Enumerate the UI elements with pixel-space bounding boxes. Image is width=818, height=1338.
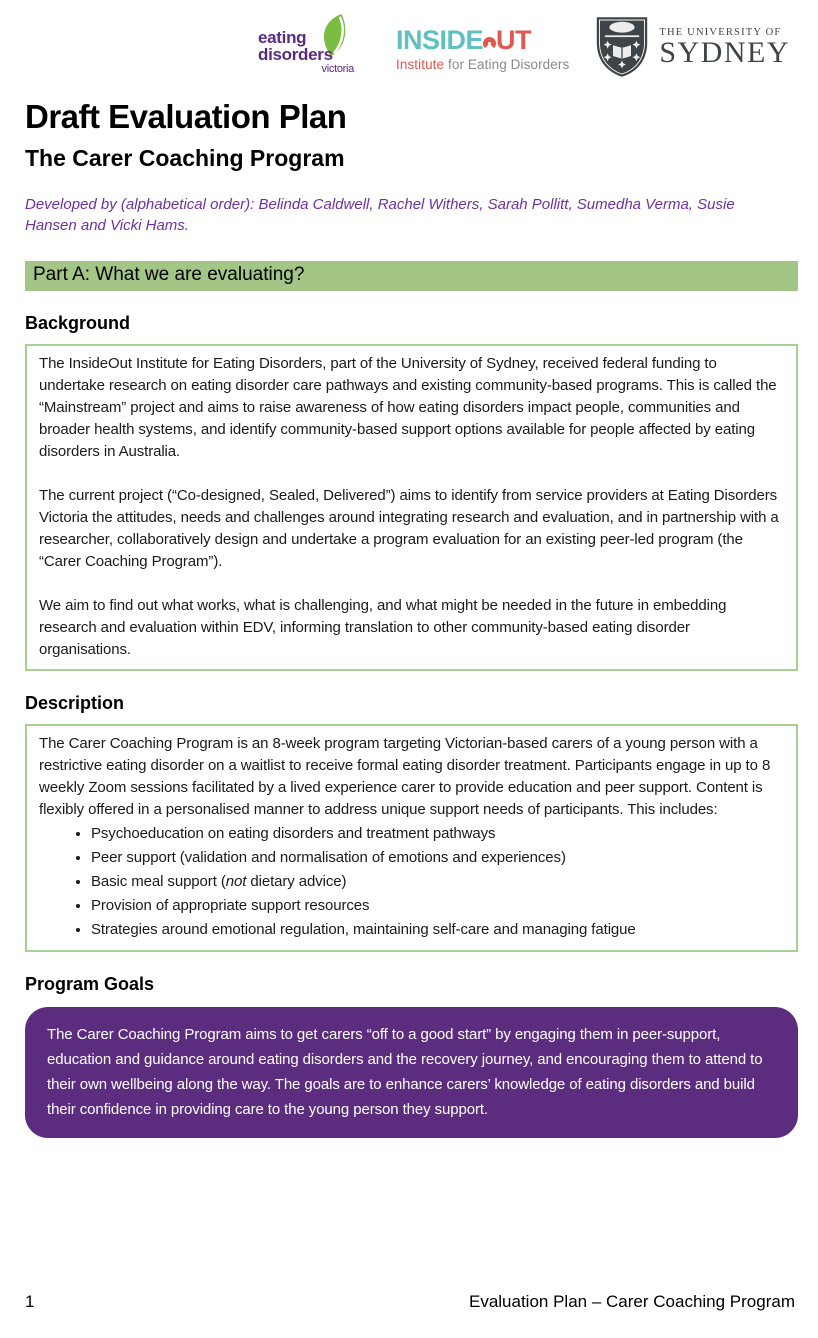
footer-title: Evaluation Plan – Carer Coaching Program bbox=[468, 1292, 795, 1311]
background-box bbox=[25, 344, 798, 671]
bullet-text: Strategies around emotional regulation, maintaining self-care and managing fatigue bbox=[91, 921, 636, 938]
bullet-text: Provision of appropriate support resources bbox=[91, 897, 370, 914]
background-section-heading: Background bbox=[25, 313, 131, 333]
insideout-wordmark bbox=[396, 26, 569, 54]
open-ring-o-icon bbox=[483, 37, 496, 50]
bullet-text: dietary advice) bbox=[246, 873, 347, 890]
insideout-inside-text: INSIDE bbox=[395, 25, 484, 55]
part-a-banner: Part A: What we are evaluating? bbox=[25, 261, 798, 291]
edv-logo-line1: eating bbox=[257, 28, 307, 47]
university-shield-crest-icon bbox=[595, 15, 649, 79]
insideout-tagline-institute: Institute bbox=[395, 57, 445, 72]
page-title: Draft Evaluation Plan bbox=[25, 98, 347, 135]
edv-logo-line3: victoria bbox=[321, 63, 354, 75]
description-box bbox=[25, 724, 798, 952]
bullet-text: Basic meal support ( bbox=[91, 873, 226, 890]
university-of-sydney-logo bbox=[595, 15, 790, 79]
background-paragraph: The current project (“Co-designed, Sealed, Delivered”) aims to identify from service providers at Eating Disorders Victoria the attitudes, needs and challenges around integrating research and evaluation, and in partnership with a researcher, collaboratively design and undertake a program evaluation for an existing peer-led program (the “Carer Coaching Program”). bbox=[39, 487, 779, 570]
list-item bbox=[91, 822, 784, 846]
edv-logo-text bbox=[258, 29, 354, 76]
description-bullet-list bbox=[39, 822, 784, 942]
bullet-text: Peer support (validation and normalisation of emotions and experiences) bbox=[91, 849, 566, 866]
footer bbox=[25, 1292, 795, 1312]
description-section-heading: Description bbox=[25, 693, 125, 713]
list-item bbox=[91, 870, 784, 894]
insideout-ut-text: UT bbox=[496, 25, 532, 55]
list-item bbox=[91, 894, 784, 918]
background-paragraph: We aim to find out what works, what is challenging, and what might be needed in the future in embedding research and evaluation within EDV, informing translation to other community-based eating disorder organisations. bbox=[39, 597, 727, 658]
document-subtitle: The Carer Coaching Program bbox=[25, 145, 345, 171]
footer-page-number: 1 bbox=[25, 1292, 35, 1311]
description-intro: The Carer Coaching Program is an 8-week program targeting Victorian-based carers of a young person with a restrictive eating disorder on a waitlist to receive formal eating disorder treatment. Participants engage in up to 8 weekly Zoom sessions facilitated by a lived experience carer to provide education and peer support. Content is flexibly offered in a personalised manner to address unique support needs of participants. This includes: bbox=[39, 735, 771, 818]
sydney-logo-line1: THE UNIVERSITY OF bbox=[659, 26, 782, 38]
sydney-logo-text bbox=[659, 27, 790, 68]
byline: Developed by (alphabetical order): Belinda Caldwell, Rachel Withers, Sarah Pollitt, Sumedha Verma, Susie Hansen and Vicki Hams. bbox=[25, 196, 735, 234]
sydney-logo-line2: SYDNEY bbox=[659, 35, 790, 69]
program-goals-section-heading: Program Goals bbox=[25, 974, 155, 994]
logo-row bbox=[0, 0, 818, 84]
insideout-tagline-rest: for Eating Disorders bbox=[444, 57, 570, 72]
insideout-logo bbox=[396, 22, 569, 72]
bullet-text: Psychoeducation on eating disorders and treatment pathways bbox=[91, 825, 496, 842]
background-paragraph: The InsideOut Institute for Eating Disorders, part of the University of Sydney, received federal funding to undertake research on eating disorder care pathways and existing community-based programs. This is called the “Mainstream” project and aims to raise awareness of how eating disorders impact people, communities and broader health systems, and identify community-based support options available for people affected by eating disorders in Australia. bbox=[39, 355, 777, 460]
eating-disorders-victoria-logo bbox=[258, 13, 370, 81]
list-item bbox=[91, 918, 784, 942]
list-item bbox=[91, 846, 784, 870]
insideout-tagline bbox=[396, 57, 569, 72]
edv-logo-line2: disorders bbox=[257, 45, 333, 64]
bullet-text-italic: not bbox=[225, 873, 247, 890]
program-goals-box: The Carer Coaching Program aims to get carers “off to a good start” by engaging them in peer-support, education and guidance around eating disorders and the recovery journey, and encouraging them to attend to their own wellbeing along the way. The goals are to enhance carers’ knowledge of eating disorders and build their confidence in providing care to the young person they support. bbox=[25, 1007, 798, 1138]
